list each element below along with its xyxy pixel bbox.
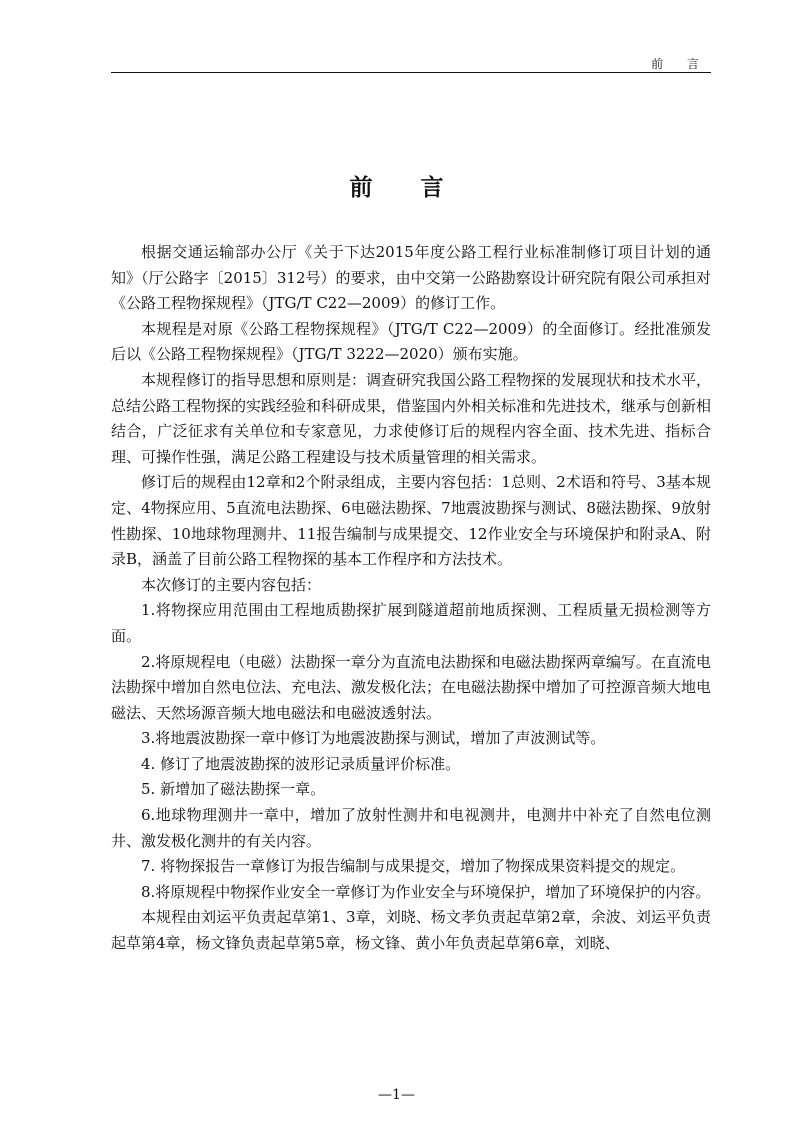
list-item: 4. 修订了地震波勘探的波形记录质量评价标准。 — [141, 754, 461, 773]
list-item: 8.将原规程中物探作业安全一章修订为作业安全与环境保护，增加了环境保护的内容。 — [141, 882, 711, 901]
paragraph: 修订后的规程由12章和2个附录组成，主要内容包括：1总则、2术语和符号、3基本规定、4物探应用、5直流电法勘探、6电磁法勘探、7地震波勘探与测试、8磁法勘探、9放射性勘探、10地球物理测井、11报告编制与成果提交、12作业安全与环境保护和附录A、附录B，涵盖了目前公路工程物探的基本工作程序和方法技术。 — [111, 473, 711, 569]
paragraph: 本规程由刘运平负责起草第1、3章，刘晓、杨文孝负责起草第2章，余波、刘运平负责起草第4章，杨文锋负责起草第5章，杨文锋、黄小年负责起草第6章，刘晓、 — [111, 908, 711, 953]
paragraph: 本次修订的主要内容包括： — [141, 575, 322, 594]
list-item: 1.将物探应用范围由工程地质勘探扩展到隧道超前地质探测、工程质量无损检测等方面。 — [111, 601, 711, 645]
paragraph: 根据交通运输部办公厅《关于下达2015年度公路工程行业标准制修订项目计划的通知》（厅公路字〔2015〕312号）的要求，由中交第一公路勘察设计研究院有限公司承担对《公路工程物探规程》（JTG/T C22—2009）的修订工作。 — [111, 243, 711, 313]
page-title: 前言 — [349, 174, 492, 201]
list-item: 6.地球物理测井一章中，增加了放射性测井和电视测井，电测井中补充了自然电位测井、激发极化测井的有关内容。 — [111, 806, 711, 850]
page-number: —1— — [378, 1087, 415, 1103]
list-item: 5. 新增加了磁法勘探一章。 — [141, 780, 326, 799]
list-item: 2.将原规程电（电磁）法勘探一章分为直流电法勘探和电磁法勘探两章编写。在直流电法勘探中增加自然电位法、充电法、激发极化法；在电磁法勘探中增加了可控源音频大地电磁法、天然场源音频大地电磁法和电磁波透射法。 — [111, 652, 712, 722]
paragraph: 本规程是对原《公路工程物探规程》（JTG/T C22—2009）的全面修订。经批准颁发后以《公路工程物探规程》（JTG/T 3222—2020）颁布实施。 — [111, 319, 711, 364]
list-item: 7. 将物探报告一章修订为报告编制与成果提交，增加了物探成果资料提交的规定。 — [141, 857, 686, 876]
header-rule — [111, 72, 711, 73]
running-header: 前 言 — [651, 57, 709, 71]
list-item: 3.将地震波勘探一章中修订为地震波勘探与测试，增加了声波测试等。 — [141, 729, 606, 748]
body-text — [111, 240, 711, 957]
paragraph: 本规程修订的指导思想和原则是：调查研究我国公路工程物探的发展现状和技术水平，总结公路工程物探的实践经验和科研成果，借鉴国内外相关标准和先进技术，继承与创新相结合，广泛征求有关单位和专家意见，力求使修订后的规程内容全面、技术先进、指标合理、可操作性强，满足公路工程建设与技术质量管理的相关需求。 — [111, 370, 712, 466]
